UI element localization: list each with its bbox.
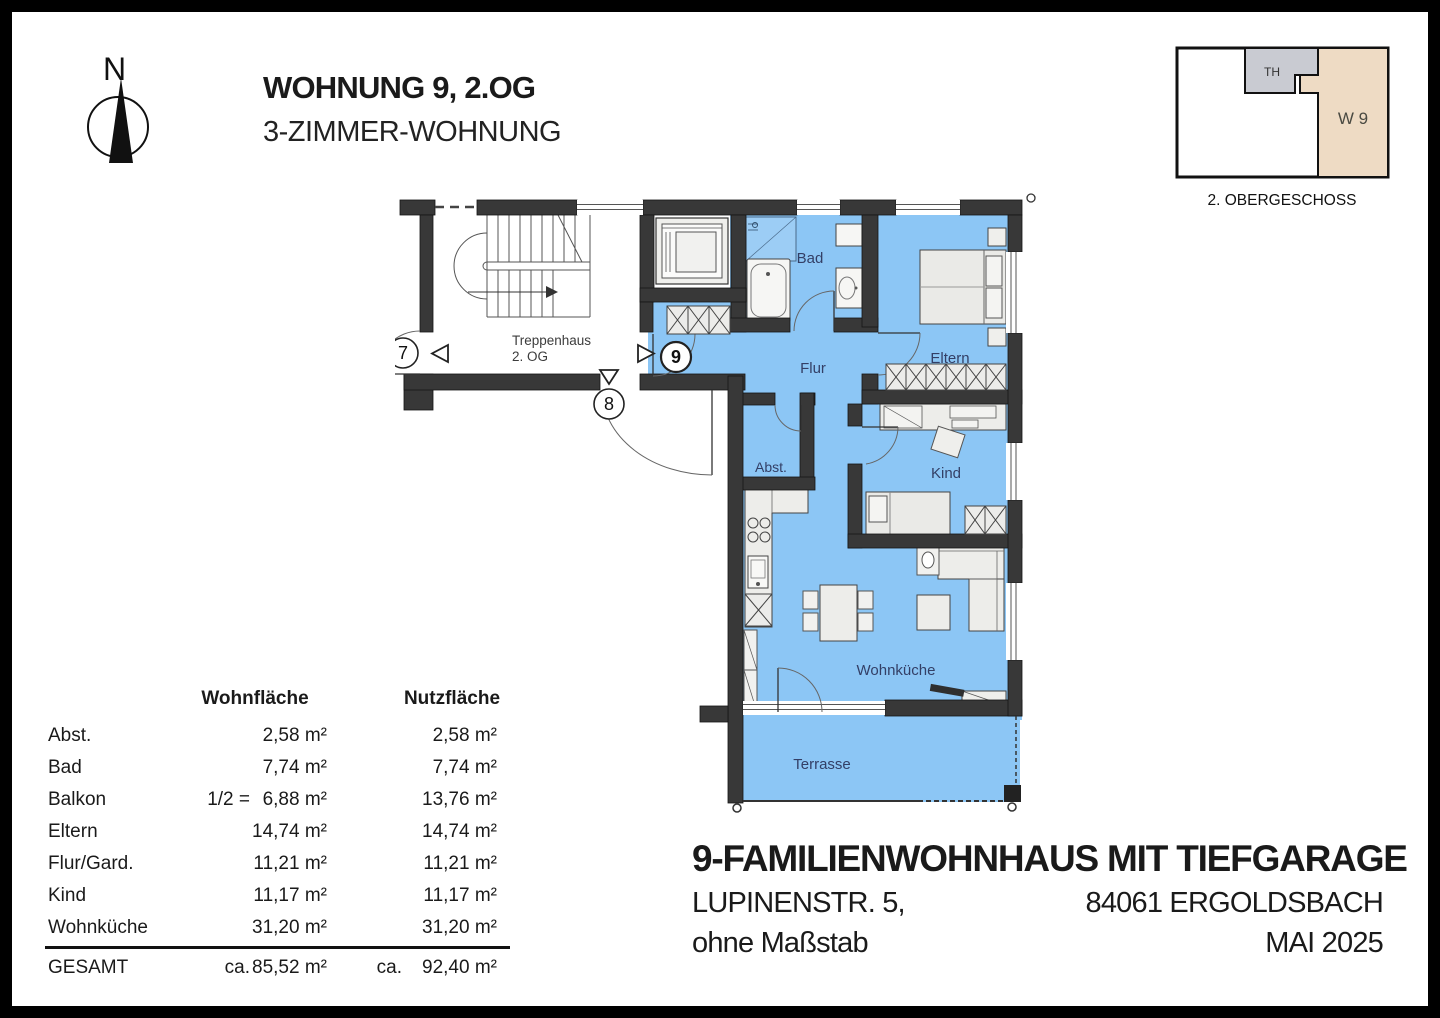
- child-wardrobe: [965, 506, 1006, 534]
- kitchen-tall-unit: [745, 594, 772, 626]
- stairwell-label: [512, 333, 591, 364]
- project-street: LUPINENSTR. 5,: [692, 887, 905, 919]
- room-label-wohnkueche: Wohnküche: [856, 662, 936, 679]
- north-arrow-icon: [80, 45, 160, 175]
- table-row: Eltern 14,74 m² 14,74 m²: [48, 821, 497, 842]
- table-row: Flur/Gard. 11,21 m² 11,21 m²: [48, 853, 497, 874]
- keyplan-th-label: TH: [1264, 65, 1280, 79]
- page-subtitle: 3-ZIMMER-WOHNUNG: [263, 116, 562, 148]
- nightstand: [988, 328, 1006, 346]
- svg-text:9: 9: [670, 347, 682, 367]
- parents-wardrobe: [886, 364, 1006, 390]
- table-total-row: GESAMT ca. 85,52 m² ca. 92,40 m²: [48, 957, 497, 978]
- room-label-eltern: Eltern: [930, 350, 970, 367]
- svg-text:8: 8: [603, 394, 615, 414]
- elevator: [656, 218, 728, 284]
- table-total-divider: [45, 946, 510, 949]
- compass-label: N: [103, 51, 127, 87]
- table-row: Wohnküche 31,20 m² 31,20 m²: [48, 917, 497, 938]
- terrace-floor: [743, 714, 1020, 802]
- project-city: 84061 ERGOLDSBACH: [1085, 887, 1383, 919]
- room-label-abst: Abst.: [755, 459, 787, 475]
- door-badge-9: [661, 342, 691, 372]
- column-header-wohnflaeche: Wohnfläche: [201, 688, 309, 709]
- project-title: 9-FAMILIENWOHNHAUS MIT TIEFGARAGE: [692, 838, 1407, 879]
- column-header-nutzflaeche: Nutzfläche: [403, 688, 501, 709]
- svg-text:Treppenhaus: Treppenhaus: [512, 333, 592, 348]
- downpipe: [1027, 194, 1035, 202]
- project-block: [692, 838, 1407, 960]
- staircase: [454, 215, 590, 317]
- project-date: MAI 2025: [1265, 927, 1383, 959]
- table-row: Bad 7,74 m² 7,74 m²: [48, 757, 497, 778]
- page-title: WOHNUNG 9, 2.OG: [263, 70, 536, 105]
- door-badge-8: [594, 389, 624, 419]
- room-label-bad: Bad: [796, 250, 824, 267]
- door-arrow-down-icon: [600, 370, 618, 384]
- entry-wardrobe: [667, 306, 730, 334]
- key-plan: [1172, 44, 1400, 216]
- keyplan-unit-label: W 9: [1337, 109, 1369, 128]
- keyplan-caption: 2. OBERGESCHOSS: [1207, 192, 1357, 209]
- door-arrow-left-icon: [432, 345, 448, 362]
- sofa: [938, 545, 1004, 579]
- project-scale-note: ohne Maßstab: [692, 927, 868, 959]
- door-badge-7: [395, 338, 418, 368]
- svg-text:7: 7: [397, 343, 409, 363]
- room-label-terrasse: Terrasse: [793, 756, 851, 773]
- room-label-kind: Kind: [930, 465, 962, 482]
- bath-cabinet: [836, 224, 862, 246]
- bathtub: [747, 259, 790, 322]
- terrace-door-glass: [743, 701, 885, 715]
- dining-table: [820, 585, 857, 641]
- table-row: Kind 11,17 m² 11,17 m²: [48, 885, 497, 906]
- svg-text:2. OG: 2. OG: [512, 349, 549, 364]
- table-row: Abst. 2,58 m² 2,58 m²: [48, 725, 497, 746]
- table-row: Balkon 1/2 = 6,88 m² 13,76 m²: [48, 789, 497, 810]
- coffee-table: [917, 595, 950, 630]
- washbasin: [836, 268, 862, 308]
- nightstand: [988, 228, 1006, 246]
- room-label-flur: Flur: [800, 360, 826, 377]
